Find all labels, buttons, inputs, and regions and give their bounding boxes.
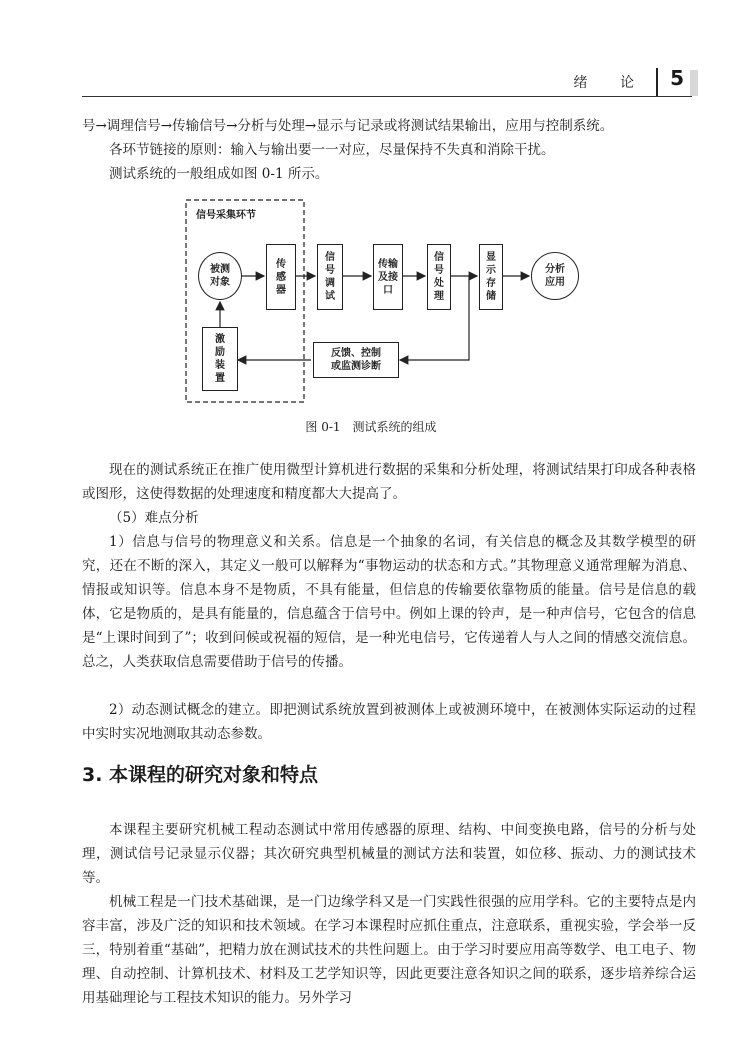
- test-system-diagram: [178, 196, 618, 408]
- sensor-node: 传感器: [266, 244, 296, 310]
- section-heading: 3. 本课程的研究对象和特点: [82, 764, 319, 786]
- signal-processing-node: 信号处理: [427, 244, 451, 310]
- paragraph: 测试系统的一般组成如图 0-1 所示。: [109, 166, 329, 182]
- signal-conditioning-node: 信号调试: [317, 244, 343, 310]
- paragraph: 本课程主要研究机械工程动态测试中常用传感器的原理、结构、中间变换电路，信号的分析与处理，测试信号记录显示仪器；其次研究典型机械量的测试方法和装置，如位移、振动、力的测试技术等。: [82, 822, 696, 886]
- paragraph: 现在的测试系统正在推广使用微型计算机进行数据的采集和分析处理，将测试结果打印成各种表格或图形，这使得数据的处理速度和精度都大大提高了。: [82, 462, 696, 502]
- header-separator: [656, 68, 658, 96]
- paragraph: 1）信息与信号的物理意义和关系。信息是一个抽象的名词，有关信息的概念及其数学模型的研究，还在不断的深入，其定义一般可以解释为“事物运动的状态和方式。”其物理意义通常理解为消息、情报或知识等。信息本身不是物质，不具有能量，但信息的传输要依靠物质的能量。信号是信息的载体，它是物质的，是具有能量的，信息蕴含于信号中。例如上课的铃声，是一种声信号，它包含的信息是“上课时间到了”；收到问候或祝福的短信，是一种光电信号，它传递着人与人之间的情感交流信息。总之，人类获取信息需要借助于信号的传播。: [82, 534, 696, 670]
- paragraph: 各环节链接的原则：输入与输出要一一对应，尽量保持不失真和消除干扰。: [109, 142, 555, 158]
- display-storage-node: 显示存储: [479, 244, 503, 310]
- chapter-title: 绪 论: [573, 75, 648, 91]
- figure-caption: 图 0-1 测试系统的组成: [305, 420, 437, 434]
- transmission-interface-node: 传输及接口: [373, 244, 403, 310]
- feedback-control-node: 反馈、控制或监测诊断: [313, 342, 399, 378]
- page-number: 5: [670, 66, 684, 90]
- paragraph: 号→调理信号→传输信号→分析与处理→显示与记录或将测试结果输出，应用与控制系统。: [82, 118, 614, 134]
- analysis-application-node: 分析应用: [531, 252, 579, 300]
- measured-object-node: 被测对象: [198, 252, 242, 300]
- collect-stage-label: 信号采集环节: [196, 210, 256, 221]
- paragraph: （5）难点分析: [109, 510, 199, 526]
- running-header: [0, 60, 742, 100]
- paragraph: 机械工程是一门技术基础课，是一门边缘学科又是一门实践性很强的应用学科。它的主要特点是内容丰富，涉及广泛的知识和技术领域。在学习本课程时应抓住重点，注意联系，重视实验，学会举一反三，特别着重“基础”，把精力放在测试技术的共性问题上。由于学习时要应用高等数学、电工电子、物理、自动控制、计算机技术、材料及工艺学知识等，因此更要注意各知识之间的联系，逐步培养综合运用基础理论与工程技术知识的能力。另外学习: [82, 894, 696, 1006]
- paragraph: 2）动态测试概念的建立。即把测试系统放置到被测体上或被测环境中，在被测体实际运动的过程中实时实况地测取其动态参数。: [82, 702, 696, 742]
- excitation-device-node: 激励装置: [202, 327, 238, 391]
- thumb-tab: [690, 70, 698, 96]
- header-rule: [82, 96, 692, 97]
